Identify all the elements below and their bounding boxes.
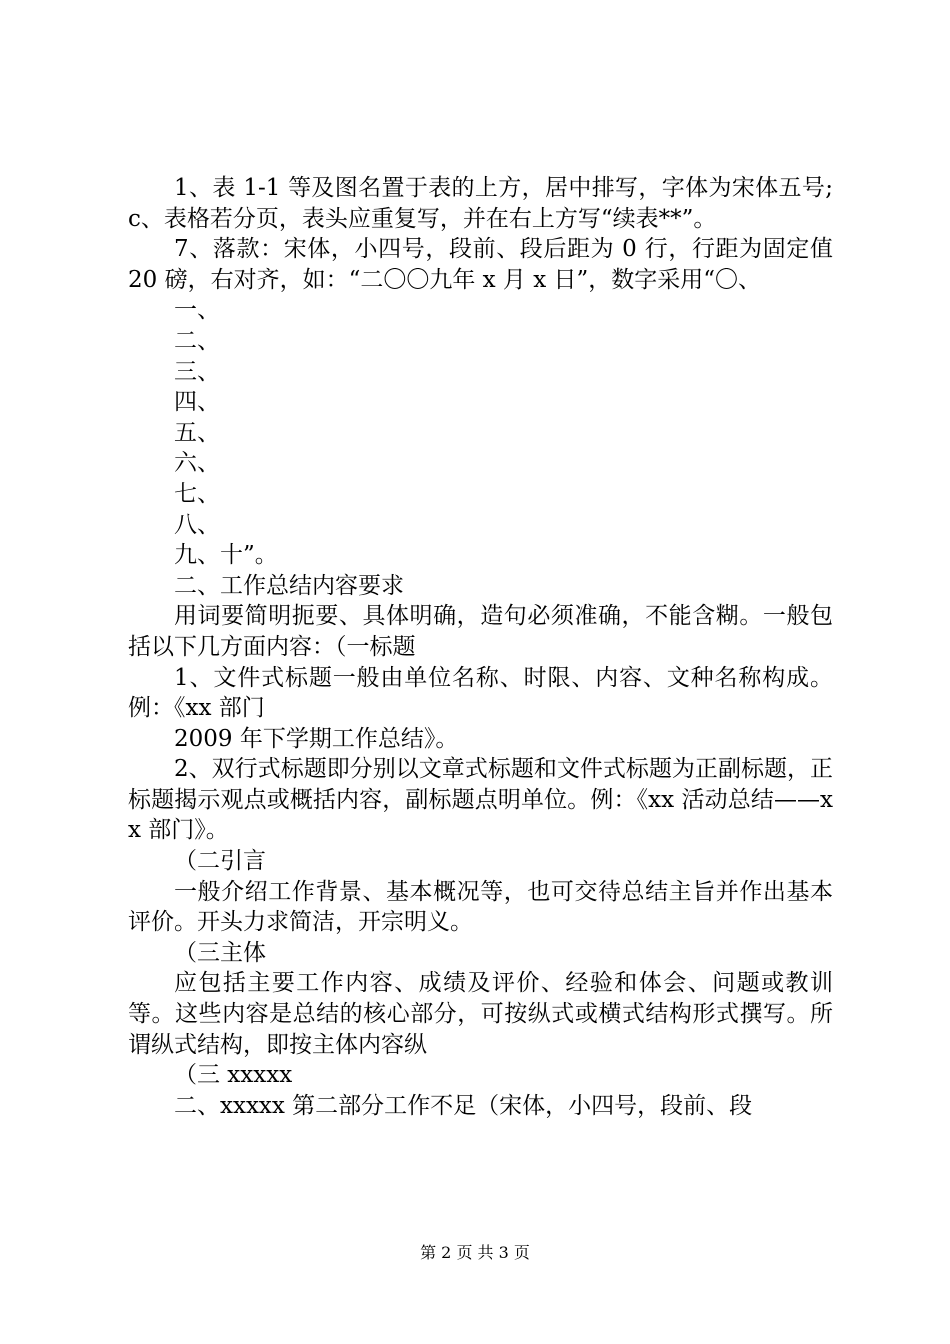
paragraph: 一般介绍工作背景、基本概况等，也可交待总结主旨并作出基本评价。开头力求简洁，开宗明义。 xyxy=(128,878,833,936)
paragraph: 2、双行式标题即分别以文章式标题和文件式标题为正副标题，正标题揭示观点或概括内容，副标题点明单位。例：《xx 活动总结——xx 部门》。 xyxy=(128,756,833,844)
paragraph: 2009 年下学期工作总结》。 xyxy=(174,725,459,752)
paragraph: 1、文件式标题一般由单位名称、时限、内容、文种名称构成。例：《xx 部门 xyxy=(128,664,833,722)
list-item: 九、十”。 xyxy=(174,542,278,569)
paragraph: 用词要简明扼要、具体明确，造句必须准确，不能含糊。一般包括以下几方面内容：（一标题 xyxy=(128,603,833,660)
list-item: 四、 xyxy=(174,389,220,416)
paragraph: 应包括主要工作内容、成绩及评价、经验和体会、问题或教训等。这些内容是总结的核心部分，可按纵式或横式结构形式撰写。所谓纵式结构，即按主体内容纵 xyxy=(128,970,833,1058)
subsection-heading: （三主体 xyxy=(174,939,266,966)
list-item: 一、 xyxy=(174,297,220,324)
section-heading: 二、工作总结内容要求 xyxy=(174,572,404,599)
list-item: 五、 xyxy=(174,419,220,446)
list-item: 八、 xyxy=(174,511,220,538)
list-item: 三、 xyxy=(174,358,220,385)
subsection-heading: （三 xxxxx xyxy=(174,1062,293,1089)
document-body xyxy=(128,173,833,1121)
list-item: 七、 xyxy=(174,480,220,507)
paragraph-table-caption-rules: 1、表 1-1 等及图名置于表的上方，居中排写，字体为宋体五号;c、表格若分页，表头应重复写，并在右上方写“续表**”。 xyxy=(128,175,833,232)
page-footer: 第 2 页 共 3 页 xyxy=(420,1243,530,1262)
paragraph-signature-rules: 7、落款：宋体，小四号，段前、段后距为 0 行，行距为固定值 20 磅，右对齐，如：“二〇〇九年 x 月 x 日”，数字采用“〇、 xyxy=(128,236,833,293)
list-item: 二、 xyxy=(174,327,220,354)
subsection-heading: （二引言 xyxy=(174,848,266,875)
paragraph: 二、xxxxx 第二部分工作不足（宋体，小四号，段前、段 xyxy=(174,1092,753,1119)
list-item: 六、 xyxy=(174,450,220,477)
